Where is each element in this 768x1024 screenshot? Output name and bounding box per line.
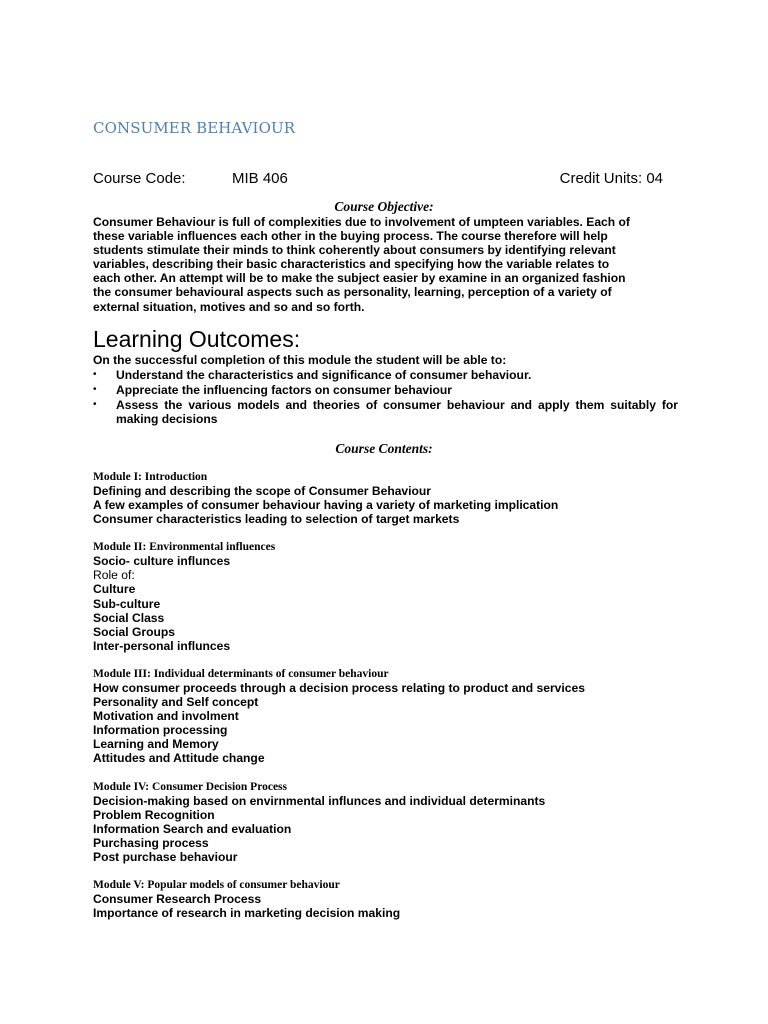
module-item: Consumer characteristics leading to selection of target markets bbox=[93, 512, 460, 527]
module-item: Social Groups bbox=[93, 624, 175, 639]
learning-outcome-text: Understand the characteristics and significance of consumer behaviour. bbox=[116, 368, 532, 382]
bullet-icon: • bbox=[93, 369, 97, 380]
bullet-icon: • bbox=[93, 384, 97, 395]
module-title: Module III: Individual determinants of consumer behaviour bbox=[93, 667, 389, 680]
module-section bbox=[93, 780, 693, 864]
course-code-value: MIB 406 bbox=[232, 170, 288, 187]
module-item: Problem Recognition bbox=[93, 807, 215, 822]
module-item: Defining and describing the scope of Consumer Behaviour bbox=[93, 484, 431, 498]
module-item: A few examples of consumer behaviour having a variety of marketing implication bbox=[93, 498, 559, 513]
course-code-label: Course Code: bbox=[93, 170, 186, 187]
module-item: Decision-making based on envirnmental influnces and individual determinants bbox=[93, 793, 546, 808]
module-item: Inter-personal influnces bbox=[93, 638, 231, 653]
module-item: Role of: bbox=[93, 568, 135, 583]
module-title: Module II: Environmental influences bbox=[93, 541, 276, 554]
bullet-icon: • bbox=[93, 399, 97, 410]
course-code-row bbox=[93, 170, 665, 188]
course-objective-heading: Course Objective: bbox=[334, 199, 434, 214]
module-item: Post purchase behaviour bbox=[93, 849, 238, 864]
module-title: Module IV: Consumer Decision Process bbox=[93, 780, 288, 793]
module-title: Module V: Popular models of consumer behaviour bbox=[93, 878, 340, 891]
learning-outcome-text: Appreciate the influencing factors on consumer behaviour bbox=[116, 383, 452, 397]
course-contents-heading: Course Contents: bbox=[335, 441, 433, 456]
module-item: Information processing bbox=[93, 723, 228, 738]
learning-outcome-item bbox=[93, 398, 678, 427]
module-section bbox=[93, 470, 693, 526]
module-item: Sub-culture bbox=[93, 596, 161, 611]
objective-line: the consumer behavioural aspects such as personality, learning, perception of a variety of bbox=[93, 285, 612, 300]
module-item: Culture bbox=[93, 582, 136, 597]
module-item: Personality and Self concept bbox=[93, 695, 259, 710]
learning-outcome-item bbox=[93, 368, 678, 382]
objective-line: these variable influences each other in the buying process. The course therefore will help bbox=[93, 229, 608, 244]
document-title: CONSUMER BEHAVIOUR bbox=[93, 119, 296, 137]
learning-outcomes-intro: On the successful completion of this module the student will be able to: bbox=[93, 353, 507, 367]
objective-line: students stimulate their minds to think coherently about consumers by identifying relevant bbox=[93, 243, 616, 258]
learning-outcomes-list bbox=[93, 368, 678, 427]
objective-line: variables, describing their basic characteristics and specifying how the variable relates to bbox=[93, 257, 610, 272]
objective-line: external situation, motives and so and so forth. bbox=[93, 299, 365, 314]
learning-outcome-text: Assess the various models and theories of consumer behaviour and apply them suitably for making decisions bbox=[116, 398, 678, 427]
module-item: Purchasing process bbox=[93, 835, 209, 850]
module-item: Information Search and evaluation bbox=[93, 821, 292, 836]
learning-outcomes-heading: Learning Outcomes: bbox=[93, 326, 301, 352]
credit-units: Credit Units: 04 bbox=[559, 170, 663, 187]
module-item: Attitudes and Attitude change bbox=[93, 751, 265, 766]
module-section bbox=[93, 540, 693, 653]
module-item: Importance of research in marketing decision making bbox=[93, 906, 401, 921]
module-item: Social Class bbox=[93, 610, 165, 625]
module-item: Socio- culture influnces bbox=[93, 554, 231, 569]
module-section bbox=[93, 667, 693, 766]
learning-outcome-item bbox=[93, 383, 678, 397]
module-item: Consumer Research Process bbox=[93, 891, 262, 906]
course-modules bbox=[93, 470, 693, 934]
module-section bbox=[93, 878, 693, 920]
module-item: Motivation and involment bbox=[93, 709, 239, 724]
module-title: Module I: Introduction bbox=[93, 471, 208, 483]
objective-line: Consumer Behaviour is full of complexities due to involvement of umpteen variables. Each of bbox=[93, 215, 630, 229]
module-item: Learning and Memory bbox=[93, 737, 219, 752]
objective-line: each other. An attempt will be to make the subject easier by examine in an organized fashion bbox=[93, 271, 626, 286]
module-item: How consumer proceeds through a decision process relating to product and services bbox=[93, 680, 585, 695]
course-objective-text bbox=[93, 215, 673, 314]
